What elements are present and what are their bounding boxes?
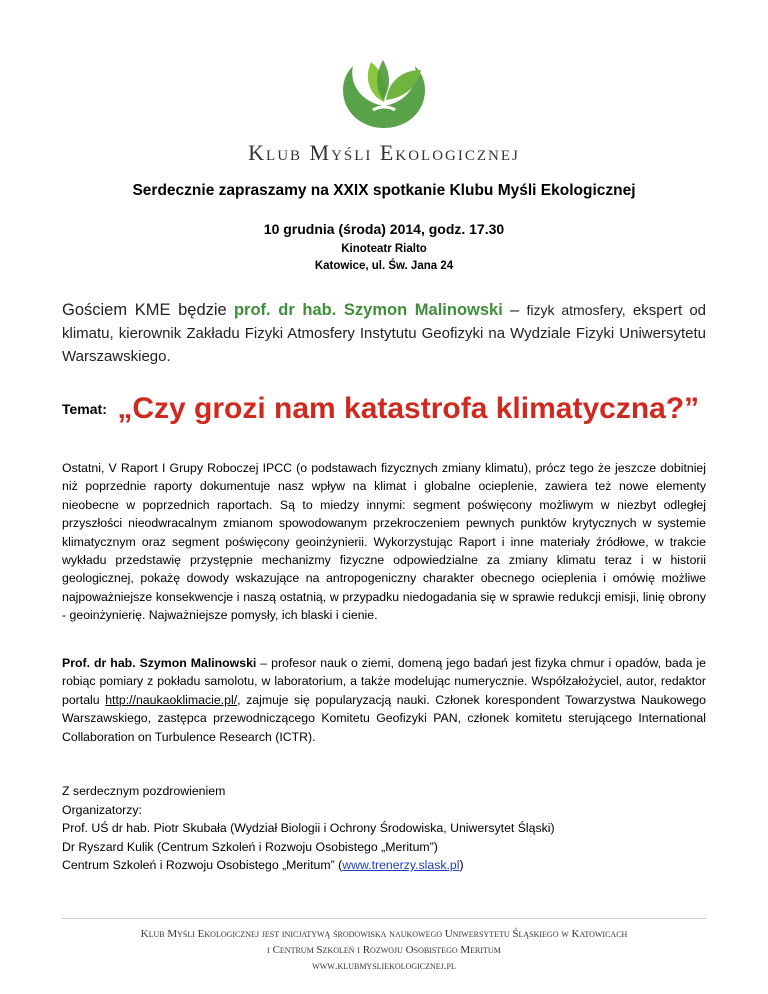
- organizer-2: Dr Ryszard Kulik (Centrum Szkoleń i Rozwoju Osobistego „Meritum”): [62, 839, 438, 854]
- guest-name: prof. dr hab. Szymon Malinowski: [233, 301, 503, 319]
- bio-name: Prof. dr hab. Szymon Malinowski: [62, 656, 257, 670]
- lecture-topic: [62, 392, 722, 426]
- closing-greeting: Z serdecznym pozdrowieniem: [62, 784, 226, 798]
- portal-link[interactable]: http://naukaoklimacie.pl/: [105, 692, 238, 707]
- speaker-bio: [62, 654, 706, 746]
- club-name: Klub Myśli Ekologicznej: [248, 140, 520, 165]
- organizer-1: Prof. UŚ dr hab. Piotr Skubała (Wydział Biologii i Ochrony Środowiska, Uniwersytet Śląski): [62, 821, 555, 835]
- footer-line-1: Klub Myśli Ekologicznej jest inicjatywą środowiska naukowego Uniwersytetu Śląskiego w Katowicach: [140, 928, 628, 940]
- invitation-headline: Serdecznie zapraszamy na XXIX spotkanie Klubu Myśli Ekologicznej: [132, 182, 636, 199]
- closing-block: [62, 782, 722, 875]
- topic-title: „Czy grozi nam katastrofa klimatyczna?”: [117, 392, 700, 425]
- organizer-3: [62, 856, 722, 875]
- event-venue: Kinoteatr Rialto: [341, 243, 427, 255]
- guest-dash: –: [510, 301, 520, 319]
- event-address: Katowice, ul. Św. Jana 24: [314, 260, 454, 272]
- footer-website[interactable]: www.klubmysliekologicznej.pl: [312, 960, 456, 972]
- footer-line-2: i Centrum Szkoleń i Rozwoju Osobistego Meritum: [267, 944, 501, 956]
- leaf-logo-icon: [331, 40, 437, 130]
- organizers-label: Organizatorzy:: [62, 802, 142, 817]
- guest-intro: [62, 299, 706, 368]
- event-date-time: 10 grudnia (środa) 2014, godz. 17.30: [263, 221, 505, 237]
- guest-lead: Gościem KME będzie: [62, 301, 227, 319]
- lecture-description: Ostatni, V Raport I Grupy Roboczej IPCC (o podstawach fizycznych zmiany klimatu), prócz tego że jeszcze dobitniej niż poprzednie raporty dokumentuje nasz wpływ na klimat i globalne ocieplenie, zawiera też nowe elementy nieobecne w poprzednich raportach. Są to miedzy innymi: segment poświęcony możliwym w niezbyt odległej przyszłości nieodwracalnym zmianom spowodowanym przekroczeniem pewnych punktów krytycznych w systemie klimatycznym oraz segment poświęcony geoinżynierii. Wykorzystując Raport i inne materiały źródłowe, w trakcie wykładu przedstawię przystępnie mechanizmy fizyczne odpowiedzialne za zmiany klimatu teraz i w historii geologicznej, pokażę dowody wskazujące na antropogeniczny charakter obecnego ocieplenia i omówię możliwe najpoważniejsze konsekwencje i naszą ostatnią, w przypadku niedogadania się w sprawie redukcji emisji, linię obrony - geoinżynierię. Najważniejsze pomysły, ich blaski i cienie.: [62, 461, 706, 623]
- bio-text-after-link: , zajmuje się popularyzacją nauki. Członek korespondent Towarzystwa Naukowego Warszawskiego, zastępca przewodniczącego Komitetu Geofizyki PAN, członek komitetu sterującego International Collaboration on Turbulence Research (ICTR).: [62, 692, 706, 744]
- organizer-website-link[interactable]: www.trenerzy.slask.pl: [342, 858, 460, 872]
- footer-divider: [62, 918, 706, 919]
- bio-text-before-link: – profesor nauk o ziemi, domeną jego badań jest fizyka chmur i opadów, bada je robiąc pomiary z pokładu samolotu, w laboratorium, a także modelując numerycznie. Współzałożyciel, autor, redaktor portalu: [62, 656, 707, 707]
- guest-role-rest: ekspert od klimatu, kierownik Zakładu Fizyki Atmosfery Instytutu Geofizyki na Wydziale Fizyki Uniwersytetu Warszawskiego.: [62, 302, 707, 365]
- topic-label: Temat:: [62, 401, 107, 417]
- guest-role-start: fizyk atmosfery,: [526, 302, 626, 318]
- organizer-3-text: Centrum Szkoleń i Rozwoju Osobistego „Meritum” (: [62, 858, 343, 872]
- organizer-3-end: ): [459, 858, 464, 872]
- footer: [0, 926, 768, 974]
